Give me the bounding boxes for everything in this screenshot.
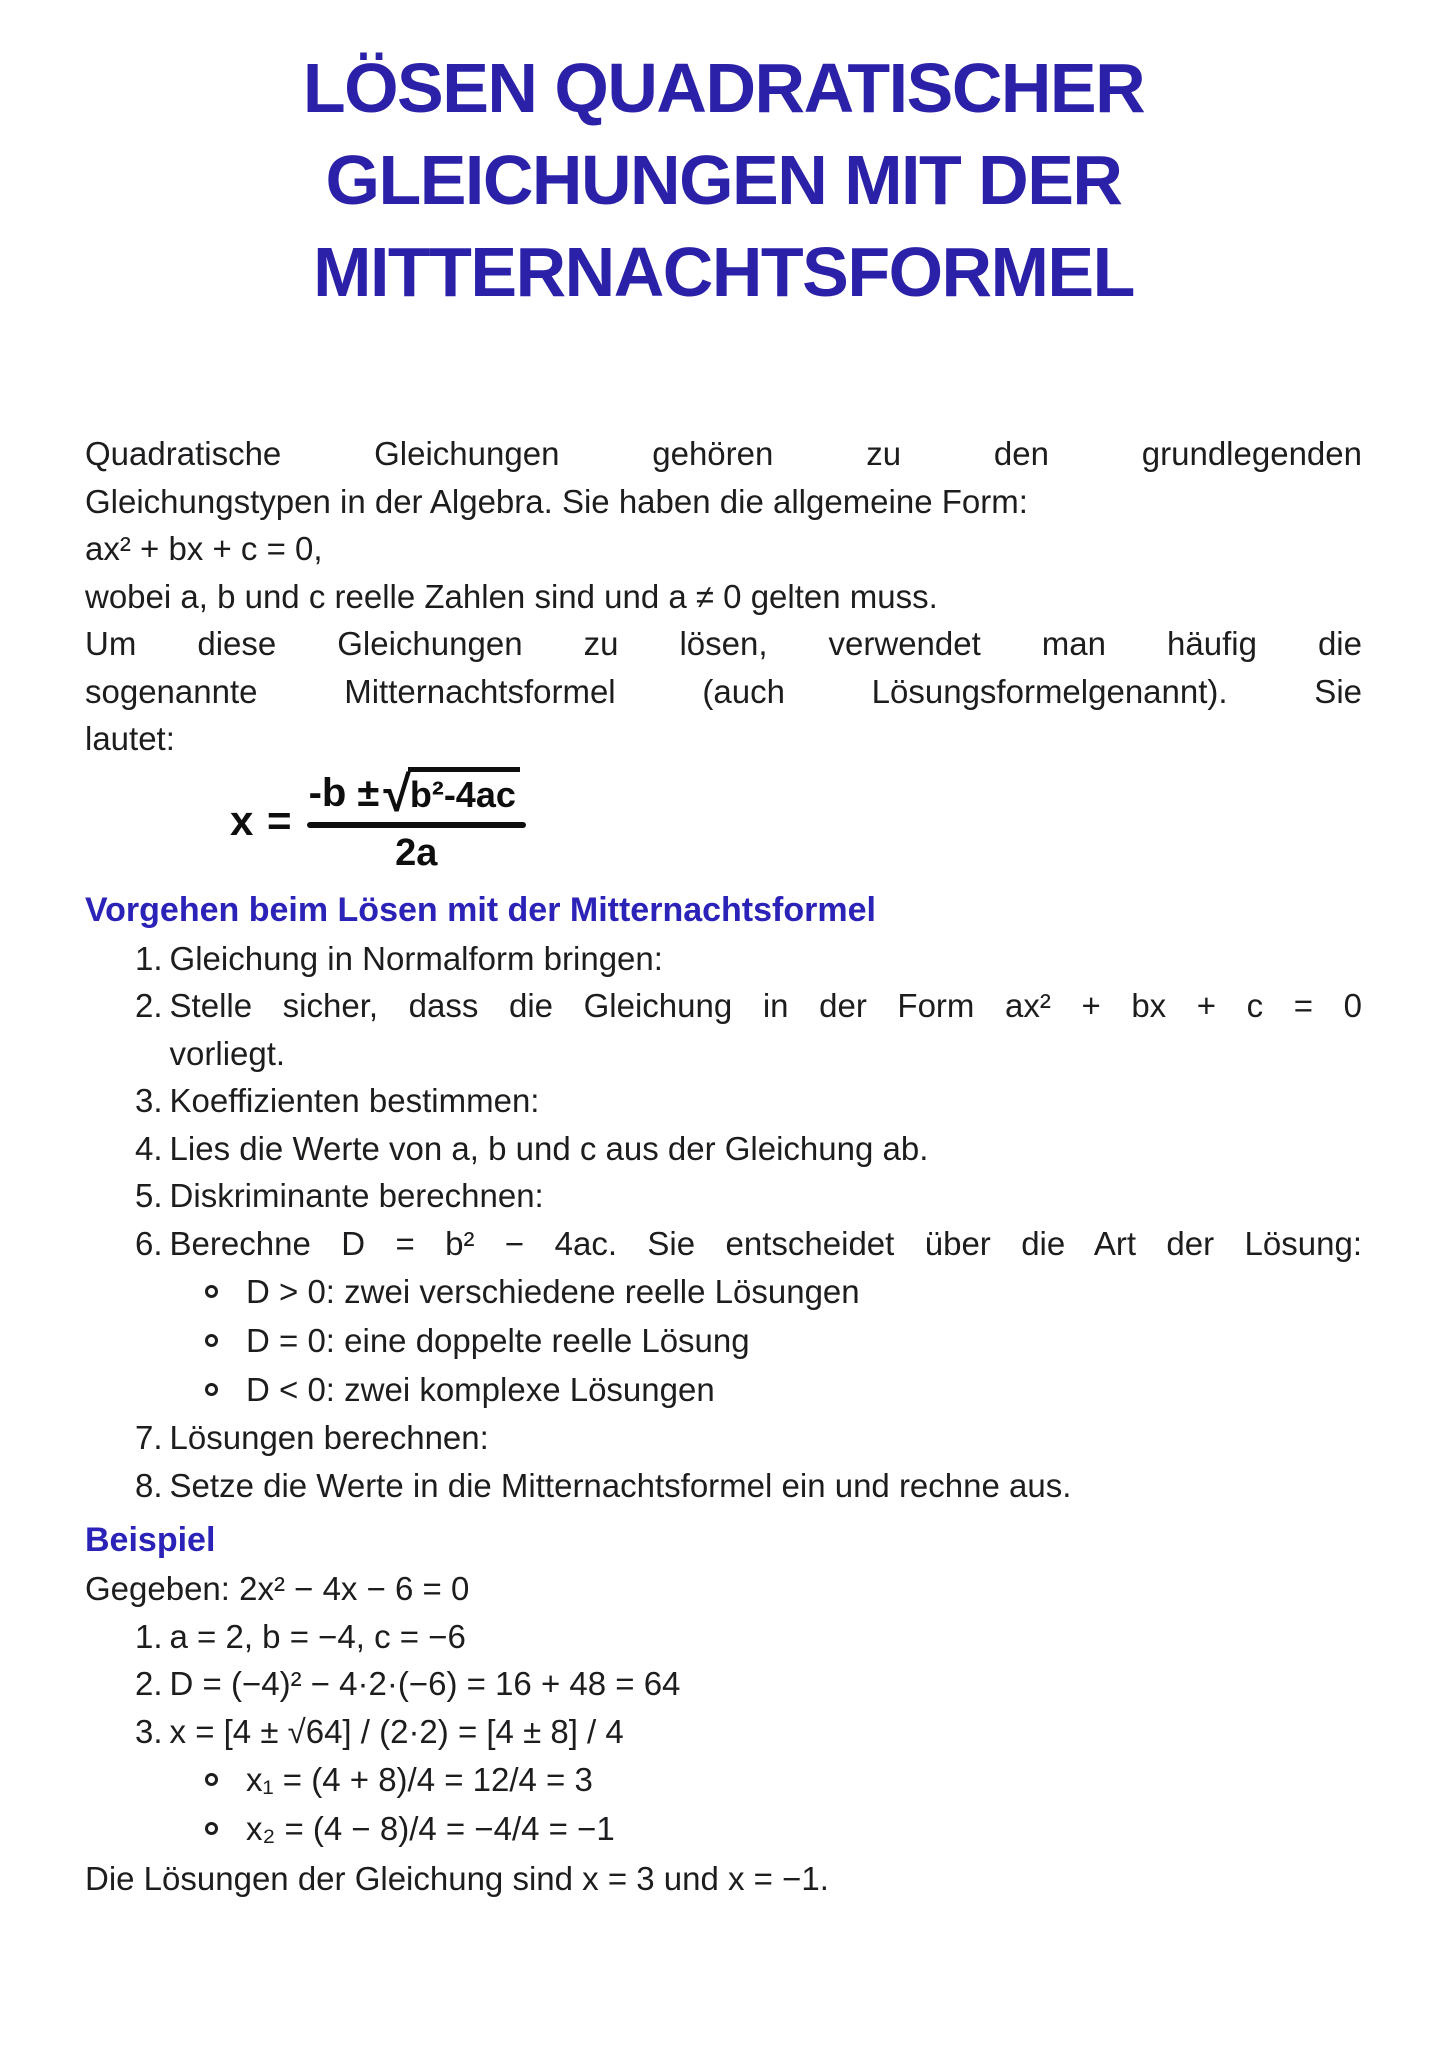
circle-bullet-icon bbox=[205, 1383, 218, 1396]
title-line-3: MITTERNACHTSFORMEL bbox=[313, 233, 1134, 311]
step-number: 3. bbox=[135, 1082, 163, 1119]
step-text: Gleichung in Normalform bringen: bbox=[169, 939, 663, 977]
step-text: Diskriminante berechnen: bbox=[169, 1177, 544, 1214]
bullet-text: x₂ = (4 − 8)/4 = −4/4 = −1 bbox=[246, 1810, 615, 1847]
step-text: Stelle sicher, dass die Gleichung in der Form ax² + bx + c = 0 bbox=[169, 987, 1362, 1024]
quadratic-formula bbox=[230, 767, 1362, 875]
list-item-discriminant-zero bbox=[85, 1316, 1362, 1365]
formula-numerator-prefix: -b ± bbox=[308, 770, 380, 815]
step-number: 4. bbox=[135, 1129, 163, 1167]
list-item-discriminant-positive bbox=[85, 1267, 1362, 1316]
step-number: 5. bbox=[135, 1177, 163, 1214]
step-number: 1. bbox=[135, 1617, 163, 1655]
step-number: 2. bbox=[135, 1665, 163, 1702]
list-item-example-1 bbox=[85, 1613, 1362, 1661]
circle-bullet-icon bbox=[205, 1773, 218, 1786]
list-item-step-3 bbox=[85, 1077, 1362, 1125]
bullet-text: D > 0: zwei verschiedene reelle Lösungen bbox=[246, 1273, 860, 1310]
step-text: Lösungen berechnen: bbox=[169, 1419, 489, 1456]
formula-fraction bbox=[307, 767, 526, 875]
formula-lhs: x = bbox=[230, 796, 293, 844]
intro-paragraph bbox=[85, 430, 1362, 763]
title-line-1: LÖSEN QUADRATISCHER bbox=[302, 49, 1145, 127]
intro-line: wobei a, b und c reelle Zahlen sind und a ≠ 0 gelten muss. bbox=[85, 577, 938, 615]
bullet-text: D = 0: eine doppelte reelle Lösung bbox=[246, 1322, 750, 1359]
procedure-steps bbox=[85, 935, 1362, 1510]
step-text: D = (−4)² − 4·2·(−6) = 16 + 48 = 64 bbox=[169, 1665, 681, 1702]
section-heading-procedure: Vorgehen beim Lösen mit der Mitternachtsformel bbox=[85, 890, 876, 929]
intro-line: Um diese Gleichungen zu lösen, verwendet man häufig die bbox=[85, 625, 1362, 662]
formula-numerator bbox=[307, 765, 526, 822]
list-item-step-6 bbox=[85, 1220, 1362, 1268]
step-number: 1. bbox=[135, 939, 163, 977]
step-number: 3. bbox=[135, 1712, 163, 1750]
list-item-step-4 bbox=[85, 1125, 1362, 1173]
intro-line: Gleichungstypen in der Algebra. Sie haben die allgemeine Form: bbox=[85, 482, 1028, 520]
step-text: Koeffizienten bestimmen: bbox=[169, 1082, 540, 1119]
list-item-solution-x2 bbox=[85, 1804, 1362, 1853]
intro-line: sogenannte Mitternachtsformel (auch Lösungsformelgenannt). Sie bbox=[85, 672, 1362, 710]
step-text: vorliegt. bbox=[169, 1034, 286, 1072]
list-item-step-2 bbox=[85, 982, 1362, 1077]
step-text: a = 2, b = −4, c = −6 bbox=[169, 1617, 466, 1655]
circle-bullet-icon bbox=[205, 1822, 218, 1835]
conclusion-text: Die Lösungen der Gleichung sind x = 3 und x = −1. bbox=[85, 1860, 829, 1897]
step-number: 2. bbox=[135, 987, 163, 1024]
list-item-discriminant-negative bbox=[85, 1365, 1362, 1414]
section-heading-example: Beispiel bbox=[85, 1521, 216, 1559]
list-item-example-2 bbox=[85, 1660, 1362, 1708]
step-text: Setze die Werte in die Mitternachtsformel ein und rechne aus. bbox=[169, 1466, 1072, 1504]
step-number: 6. bbox=[135, 1224, 163, 1262]
example-steps bbox=[85, 1613, 1362, 1854]
list-item-solution-x1 bbox=[85, 1755, 1362, 1804]
step-text: Berechne D = b² − 4ac. Sie entscheidet über die Art der Lösung: bbox=[169, 1224, 1362, 1262]
list-item-step-1 bbox=[85, 935, 1362, 983]
intro-line: Quadratische Gleichungen gehören zu den grundlegenden bbox=[85, 435, 1362, 472]
page-title bbox=[85, 42, 1362, 318]
list-item-step-7 bbox=[85, 1414, 1362, 1462]
square-root-icon: √ bbox=[383, 765, 411, 822]
fraction-bar bbox=[307, 822, 526, 828]
list-item-example-3 bbox=[85, 1708, 1362, 1756]
square-root-group bbox=[383, 765, 519, 822]
bullet-text: D < 0: zwei komplexe Lösungen bbox=[246, 1371, 715, 1408]
formula-denominator: 2a bbox=[395, 831, 438, 874]
bullet-text: x₁ = (4 + 8)/4 = 12/4 = 3 bbox=[246, 1761, 593, 1798]
step-text: Lies die Werte von a, b und c aus der Gleichung ab. bbox=[169, 1129, 929, 1167]
circle-bullet-icon bbox=[205, 1334, 218, 1347]
example-given: Gegeben: 2x² − 4x − 6 = 0 bbox=[85, 1570, 470, 1607]
intro-line-general-form: ax² + bx + c = 0, bbox=[85, 530, 323, 567]
list-item-step-8 bbox=[85, 1462, 1362, 1510]
intro-line: lautet: bbox=[85, 720, 175, 757]
step-number: 8. bbox=[135, 1466, 163, 1504]
square-root-radicand: b²-4ac bbox=[408, 767, 520, 816]
circle-bullet-icon bbox=[205, 1285, 218, 1298]
step-number: 7. bbox=[135, 1419, 163, 1456]
step-text: x = [4 ± √64] / (2·2) = [4 ± 8] / 4 bbox=[169, 1712, 624, 1750]
title-line-2: GLEICHUNGEN MIT DER bbox=[325, 141, 1122, 219]
list-item-step-5 bbox=[85, 1172, 1362, 1220]
